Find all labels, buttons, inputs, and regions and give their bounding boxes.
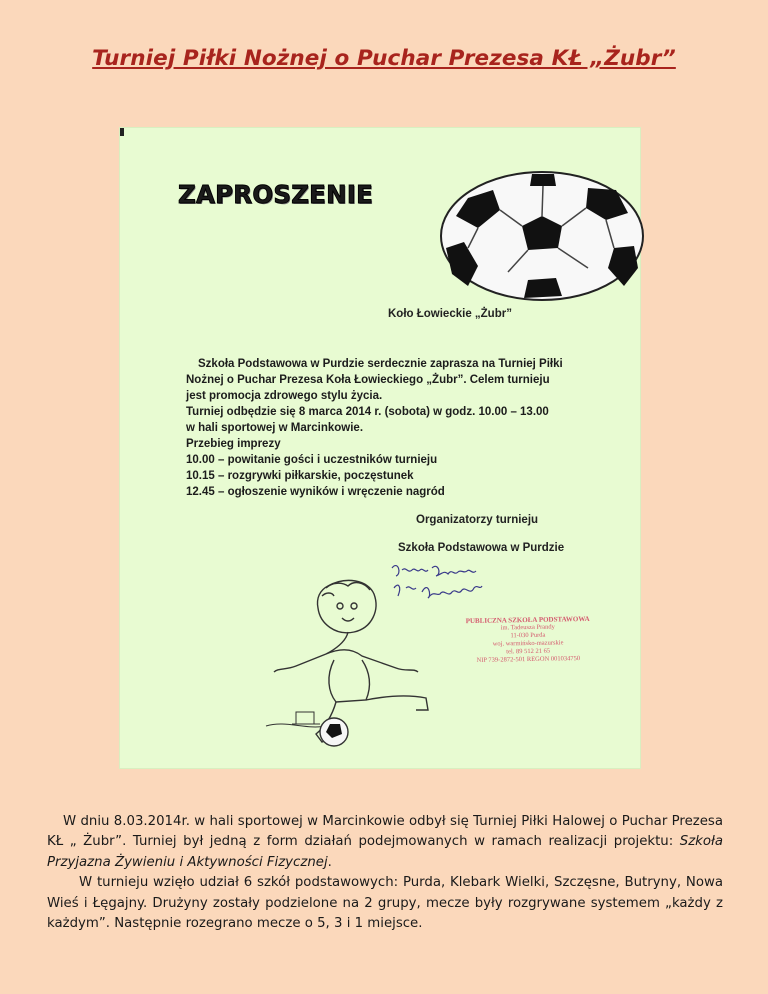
article-paragraph-1 xyxy=(47,812,723,873)
stamp-line: woj. warmińsko-mazurskie xyxy=(492,639,564,648)
invitation-line: 10.15 – rozgrywki piłkarskie, poczęstunek xyxy=(186,470,414,482)
soccer-ball-icon xyxy=(438,168,646,304)
stamp-line: tel. 89 512 21 65 xyxy=(506,647,551,656)
boy-kicking-ball-illustration xyxy=(256,576,446,756)
invitation-heading: ZAPROSZENIE xyxy=(178,180,374,209)
page-title: Turniej Piłki Nożnej o Puchar Prezesa KŁ „Żubr” xyxy=(92,46,676,71)
stamp-line: PUBLICZNA SZKOŁA PODSTAWOWA xyxy=(465,614,590,626)
invitation-line: Nożnej o Puchar Prezesa Koła Łowieckiego „Żubr”. Celem turnieju xyxy=(186,374,550,386)
article-text-span: . xyxy=(327,854,332,870)
invitation-line: Turniej odbędzie się 8 marca 2014 r. (sobota) w godz. 10.00 – 13.00 xyxy=(186,406,549,418)
organizers-label: Organizatorzy turnieju xyxy=(416,514,539,526)
stamp-line: 11-030 Purda xyxy=(510,631,546,640)
stamp-line: NIP 739-2872-501 REGON 001034750 xyxy=(476,655,581,664)
club-name: Koło Łowieckie „Żubr” xyxy=(388,308,512,320)
article-text-span: W dniu 8.03.2014r. w hali sportowej w Marcinkowie odbył się Turniej Piłki Halowej o Puchar Prezesa KŁ „ Żubr”. Turniej był jedną z form działań podejmowanych w ramach realizacji projektu: xyxy=(47,814,723,850)
invitation-scan xyxy=(120,128,640,768)
invitation-line: Szkoła Podstawowa w Purdzie serdecznie zaprasza na Turniej Piłki xyxy=(198,358,563,370)
stamp-line: im. Tadeusza Prandy xyxy=(500,623,555,632)
invitation-line: jest promocja zdrowego stylu życia. xyxy=(186,390,383,402)
organizer-name: Szkoła Podstawowa w Purdzie xyxy=(398,542,565,554)
project-name: Szkoła Przyjazna Żywieniu i Aktywności Fizycznej xyxy=(47,834,723,870)
school-stamp xyxy=(458,615,599,665)
invitation-line: w hali sportowej w Marcinkowie. xyxy=(186,422,364,434)
article-text xyxy=(47,812,723,934)
invitation-line: 10.00 – powitanie gości i uczestników turnieju xyxy=(186,454,438,466)
article-paragraph-2: W turnieju wzięło udział 6 szkół podstawowych: Purda, Klebark Wielki, Szczęsne, Butryny, Nowa Wieś i Łęgajny. Drużyny zostały podzielone na 2 grupy, mecze były rozgrywane systemem „każdy z każdym”. Następnie rozegrano mecze o 5, 3 i 1 miejsce. xyxy=(47,875,723,932)
invitation-body xyxy=(186,356,606,500)
invitation-line: 12.45 – ogłoszenie wyników i wręczenie nagród xyxy=(186,486,445,498)
invitation-line: Przebieg imprezy xyxy=(186,438,281,450)
scan-corner-mark xyxy=(120,128,124,136)
